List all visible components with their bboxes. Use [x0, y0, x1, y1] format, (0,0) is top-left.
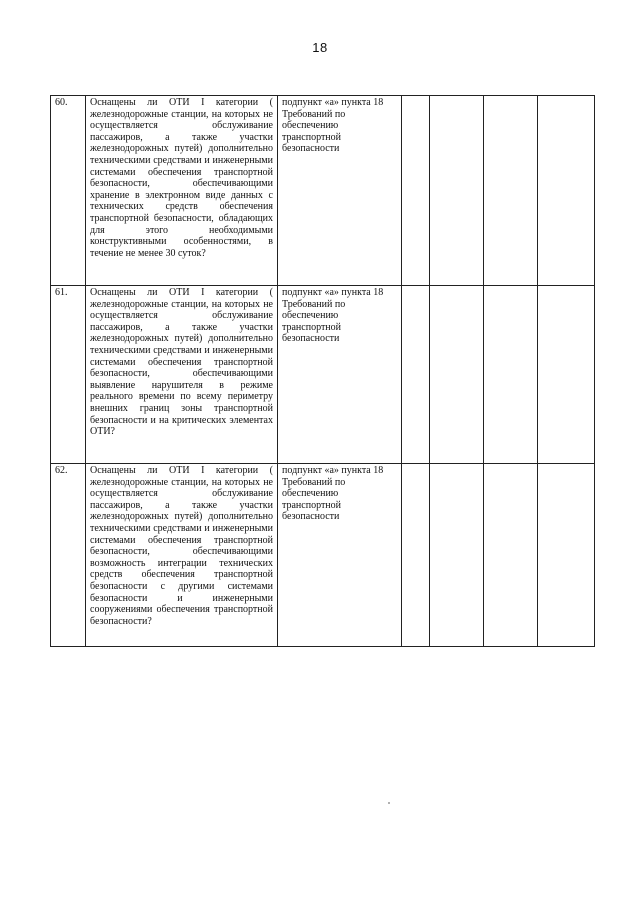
table-row [51, 286, 595, 464]
answer-cell-yes [402, 96, 430, 286]
answer-cell-no [430, 464, 484, 647]
requirement-reference: подпункт «а» пункта 18 Требований по обеспечению транспортной безопасности [278, 464, 402, 647]
answer-cell-not-applicable [484, 96, 538, 286]
question-text: Оснащены ли ОТИ I категории ( железнодорожные станции, на которых не осуществляется обслуживание пассажиров, а также участки железнодорожных путей) дополнительно техническими средствами и инженерными системами обеспечения транспортной безопасности, обеспечивающими хранение в электронном виде данных с технических средств обеспечения транспортной безопасности, обладающих для этого необходимыми конструктивными особенностями, в течение не менее 30 суток? [86, 96, 278, 286]
notes-cell [538, 96, 595, 286]
answer-cell-no [430, 96, 484, 286]
notes-cell [538, 286, 595, 464]
answer-cell-yes [402, 464, 430, 647]
notes-cell [538, 464, 595, 647]
page-number: 18 [312, 40, 328, 55]
answer-cell-no [430, 286, 484, 464]
answer-cell-not-applicable [484, 464, 538, 647]
table-row [51, 96, 595, 286]
requirement-reference: подпункт «а» пункта 18 Требований по обеспечению транспортной безопасности [278, 96, 402, 286]
answer-cell-yes [402, 286, 430, 464]
row-number: 61. [51, 286, 86, 464]
checklist-table [50, 95, 595, 647]
table-row [51, 464, 595, 647]
row-number: 60. [51, 96, 86, 286]
row-number: 62. [51, 464, 86, 647]
answer-cell-not-applicable [484, 286, 538, 464]
question-text: Оснащены ли ОТИ I категории ( железнодорожные станции, на которых не осуществляется обслуживание пассажиров, а также участки железнодорожных путей) дополнительно техническими средствами и инженерными системами обеспечения транспортной безопасности, обеспечивающими выявление нарушителя в режиме реального времени по всему периметру внешних границ зоны транспортной безопасности и на критических элементах ОТИ? [86, 286, 278, 464]
scan-speck [388, 802, 390, 804]
question-text: Оснащены ли ОТИ I категории ( железнодорожные станции, на которых не осуществляется обслуживание пассажиров, а также участки железнодорожных путей) дополнительно техническими средствами и инженерными системами обеспечения транспортной безопасности, обеспечивающими возможность интеграции технических средств обеспечения транспортной безопасности с другими системами безопасности и инженерными сооружениями обеспечения транспортной безопасности? [86, 464, 278, 647]
requirement-reference: подпункт «а» пункта 18 Требований по обеспечению транспортной безопасности [278, 286, 402, 464]
